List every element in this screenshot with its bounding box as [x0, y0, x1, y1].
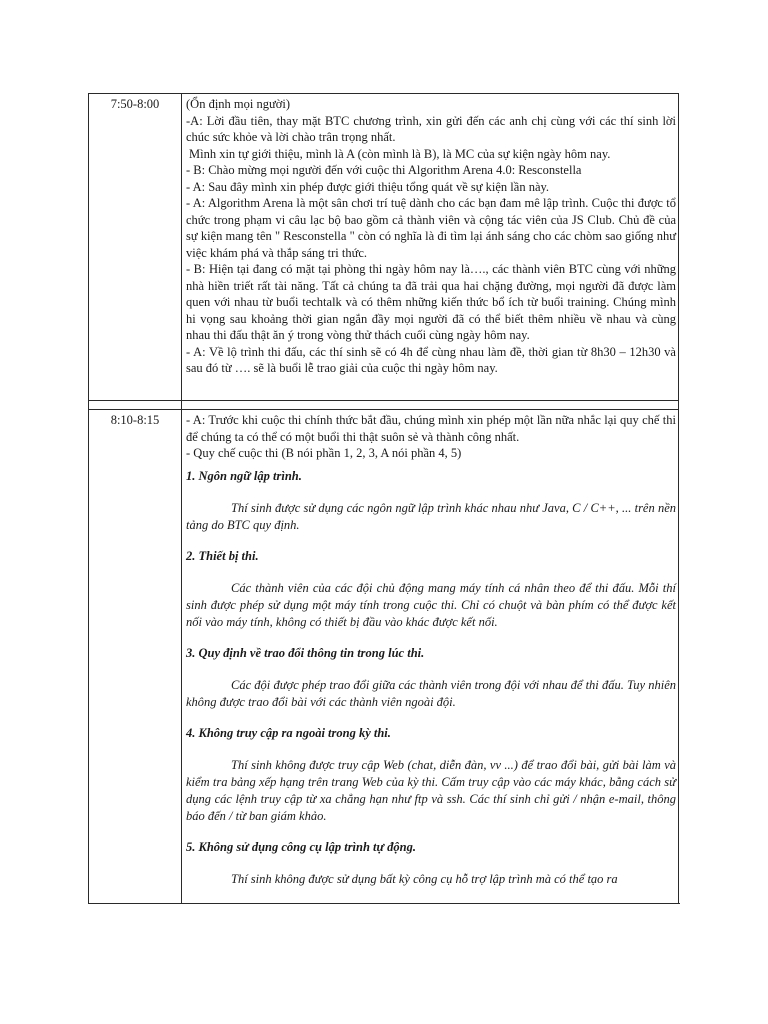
rule-section: [186, 548, 676, 631]
time-cell: [89, 94, 182, 401]
script-line: - A: Trước khi cuộc thi chính thức bắt đầu, chúng mình xin phép một lần nữa nhắc lại quy chế thi để chúng ta có thể có một buổi thi thật suôn sẻ và thành công nhất.: [186, 413, 676, 444]
rule-section: [186, 645, 676, 711]
time-label: 7:50-8:00: [110, 97, 160, 111]
page-bottom-margin: [88, 903, 680, 1024]
rule-text: Thí sinh được sử dụng các ngôn ngữ lập trình khác nhau như Java, C / C++, ... trên nền tảng do BTC quy định.: [186, 500, 676, 532]
time-cell: [89, 410, 182, 904]
rule-heading: 3. Quy định về trao đổi thông tin trong lúc thi.: [186, 645, 425, 660]
script-cell: [182, 410, 679, 904]
rule-text: Thí sinh không được truy cập Web (chat, diễn đàn, vv ...) để trao đổi bài, gửi bài làm và kiểm tra bảng xếp hạng trên trang Web của kỳ thi. Cấm truy cập vào các máy khác, bằng cách sử dụng các lệnh truy cập từ xa chẳng hạn như ftp và ssh. Các thí sinh chỉ gửi / nhận e-mail, thông báo đến / từ ban giám khảo.: [186, 757, 676, 823]
rule-heading: 4. Không truy cập ra ngoài trong kỳ thi.: [186, 725, 391, 740]
script-line: - A: Sau đây mình xin phép được giới thiệu tổng quát về sự kiện lần này.: [186, 179, 550, 194]
script-line: (Ổn định mọi người): [186, 97, 291, 111]
table-row: [89, 410, 679, 904]
rule-heading: 5. Không sử dụng công cụ lập trình tự động.: [186, 839, 416, 854]
table-row: [89, 94, 679, 401]
rule-text: Các thành viên của các đội chủ động mang máy tính cá nhân theo để thi đấu. Mỗi thí sinh được phép sử dụng một máy tính trong cuộc thi. Chỉ có chuột và bàn phím có thể được kết nối vào máy tính, không có thiết bị đầu vào khác được kết nối.: [186, 580, 676, 629]
rule-section: [186, 725, 676, 825]
script-line: -A: Lời đầu tiên, thay mặt BTC chương trình, xin gửi đến các anh chị cùng với các thí sinh lời chúc sức khỏe và lời chào trân trọng nhất.: [186, 113, 676, 144]
script-line: Mình xin tự giới thiệu, mình là A (còn mình là B), là MC của sự kiện ngày hôm nay.: [189, 146, 611, 161]
script-cell: [182, 94, 679, 401]
script-line: - Quy chế cuộc thi (B nói phần 1, 2, 3, A nói phần 4, 5): [186, 446, 462, 460]
rule-text: Thí sinh không được sử dụng bất kỳ công cụ hỗ trợ lập trình mà có thể tạo ra: [231, 871, 618, 886]
script-line: - B: Chào mừng mọi người đến với cuộc thi Algorithm Arena 4.0: Resconstella: [186, 163, 582, 177]
row-spacer: [89, 401, 679, 410]
rule-text: Các đội được phép trao đổi giữa các thành viên trong đội với nhau để thi đấu. Tuy nhiên không được trao đổi bài với các thành viên ngoài đội.: [186, 677, 676, 709]
script-line: - A: Về lộ trình thi đấu, các thí sinh sẽ có 4h để cùng nhau làm đề, thời gian từ 8h30 – 12h30 và sau đó từ …. sẽ là buổi lễ trao giải của cuộc thi ngày hôm nay.: [186, 344, 676, 375]
table-bottom-border: [88, 903, 680, 904]
script-line: - A: Algorithm Arena là một sân chơi trí tuệ dành cho các bạn đam mê lập trình. Cuộc thi được tổ chức trong phạm vi câu lạc bộ bao gồm cả thành viên và cộng tác viên của JS Club. Chủ đề của sự kiện mang tên " Resconstella " còn có nghĩa là đi tìm lại ánh sáng cho các chòm sao giống như việc khám phá và thắp sáng tri thức.: [186, 196, 676, 260]
mc-script-table: [88, 93, 679, 904]
time-label: 8:10-8:15: [110, 413, 160, 427]
rule-section: [186, 839, 676, 888]
rule-heading: 2. Thiết bị thi.: [186, 548, 259, 563]
rule-section: [186, 468, 676, 534]
script-line: - B: Hiện tại đang có mặt tại phòng thi ngày hôm nay là…., các thành viên BTC cùng với những nhà hiền triết rất tài năng. Tất cả chúng ta đã trải qua hai chặng đường, mọi người đã được làm quen với nhau từ buổi techtalk và có thêm những kiến thức bổ ích từ buổi training. Chúng mình hi vọng sau khoảng thời gian ngắn đầy mọi người đã có thể biết thêm nhiều về nhau và cùng nhau thi đấu thật ăn ý trong vòng thử thách cuối cùng ngày hôm nay.: [186, 262, 676, 342]
rule-heading: 1. Ngôn ngữ lập trình.: [186, 468, 302, 483]
